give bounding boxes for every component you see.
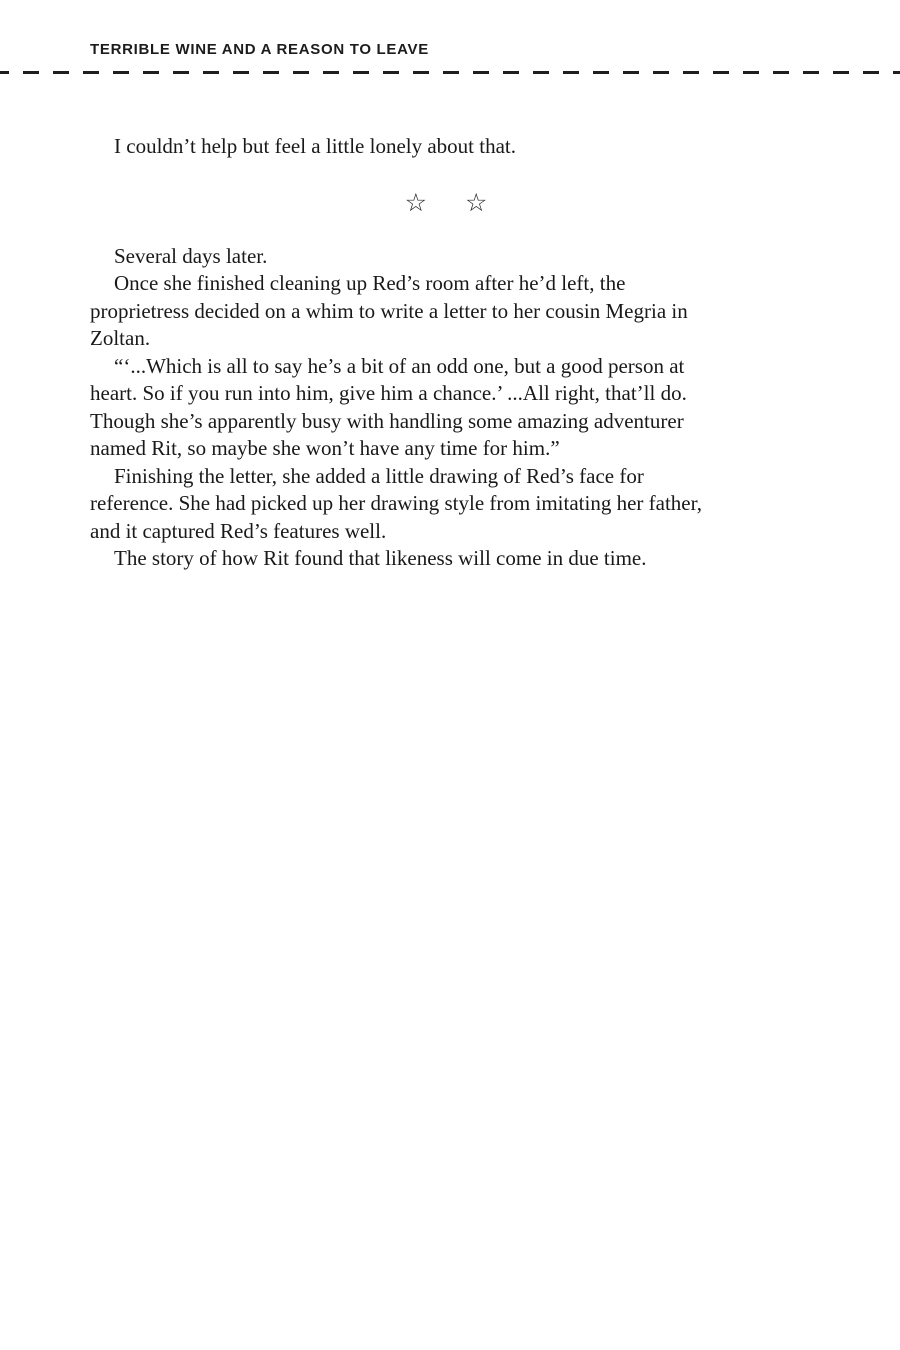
text-line: I couldn’t help but feel a little lonely about that. bbox=[114, 134, 517, 158]
text-line: “‘...Which is all to say he’s a bit of an odd one, but a good person at bbox=[114, 353, 685, 378]
text-line: Zoltan. bbox=[90, 326, 151, 350]
dashed-divider bbox=[0, 71, 900, 74]
scene-break bbox=[90, 189, 802, 217]
paragraph bbox=[90, 243, 802, 271]
text-line: heart. So if you run into him, give him a chance.’ ...All right, that’ll do. bbox=[90, 381, 687, 405]
text-line: named Rit, so maybe she won’t have any time for him.” bbox=[90, 436, 560, 460]
text-line: The story of how Rit found that likeness will come in due time. bbox=[114, 546, 647, 570]
text-line: Finishing the letter, she added a little drawing of Red’s face for bbox=[114, 463, 644, 488]
paragraph bbox=[90, 353, 802, 463]
text-line: and it captured Red’s features well. bbox=[90, 518, 387, 543]
paragraph bbox=[90, 133, 802, 161]
paragraph bbox=[90, 545, 802, 573]
text-line: reference. She had picked up her drawing style from imitating her father, bbox=[90, 491, 703, 515]
star-icon: ☆ bbox=[404, 187, 427, 217]
text-line: Several days later. bbox=[114, 243, 268, 268]
body-text bbox=[90, 133, 802, 573]
text-line: Though she’s apparently busy with handling some amazing adventurer bbox=[90, 408, 684, 433]
paragraph bbox=[90, 270, 802, 353]
text-line: Once she finished cleaning up Red’s room after he’d left, the bbox=[114, 271, 626, 295]
text-line: proprietress decided on a whim to write a letter to her cousin Megria in bbox=[90, 298, 688, 323]
chapter-header: TERRIBLE WINE AND A REASON TO LEAVE bbox=[90, 41, 429, 58]
star-icon: ☆ bbox=[465, 187, 488, 217]
paragraph bbox=[90, 463, 802, 546]
